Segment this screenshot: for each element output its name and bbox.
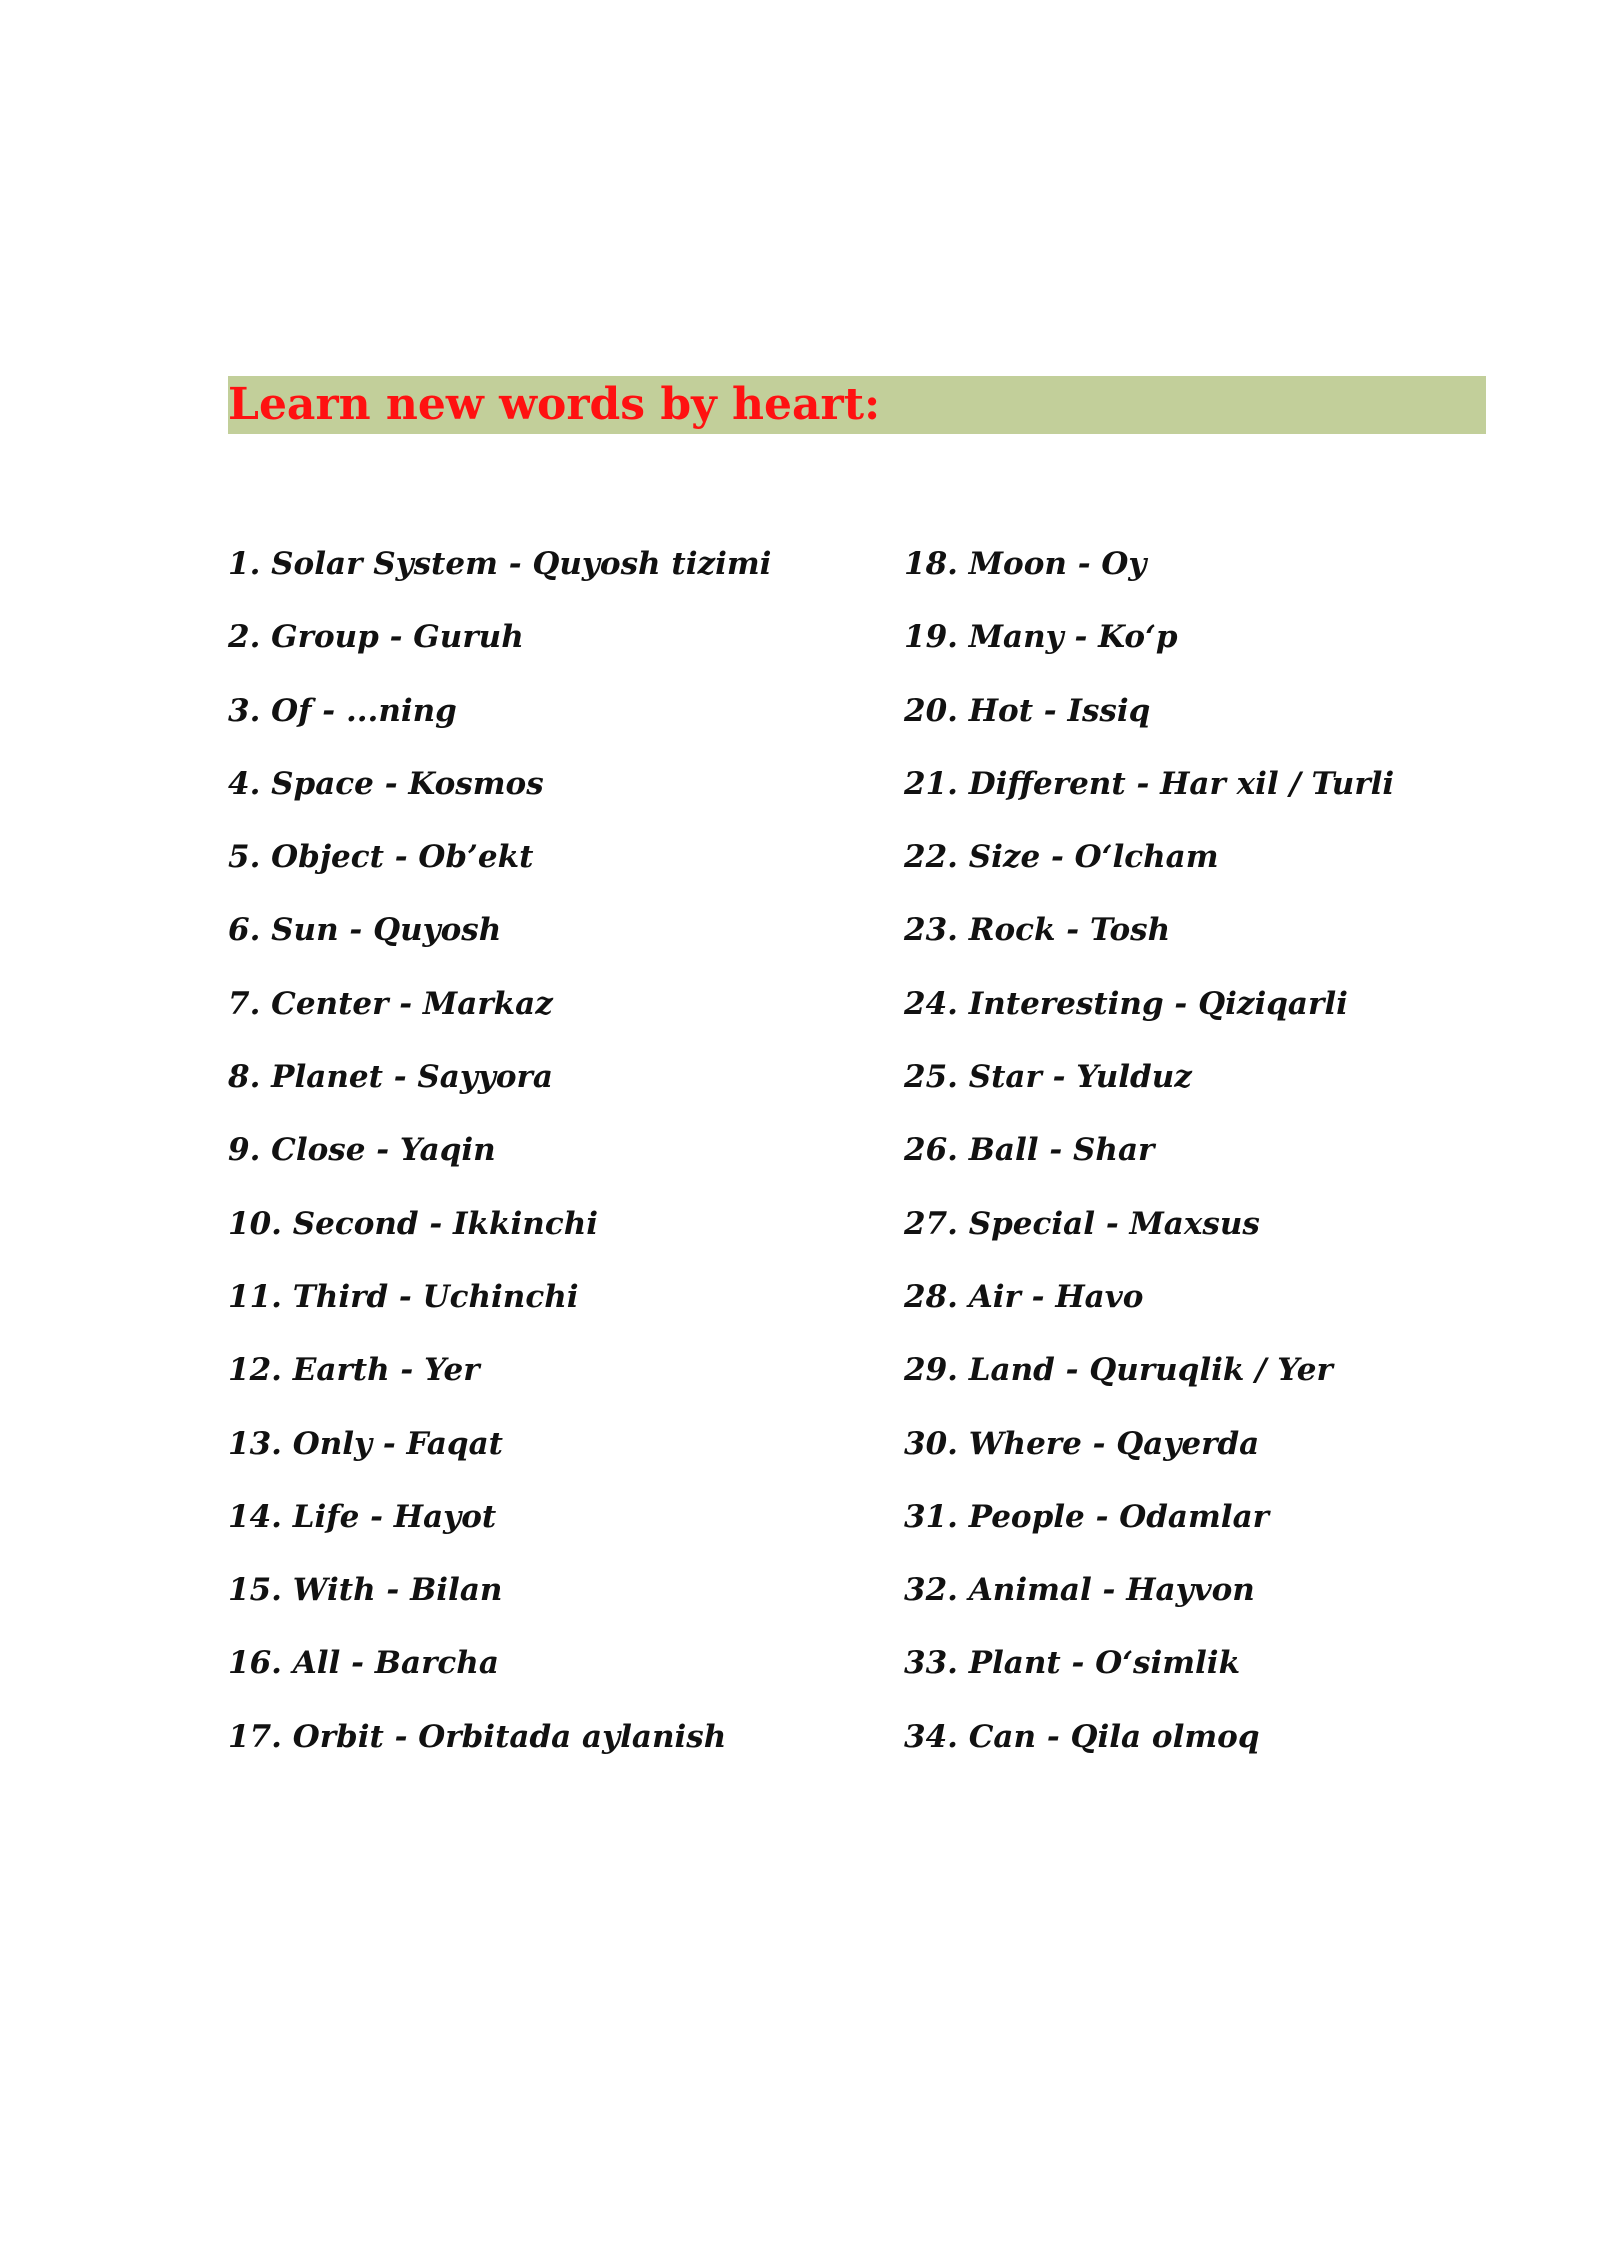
vocab-item: 22. Size - O‘lcham [904, 839, 1219, 876]
vocab-item: 4. Space - Kosmos [228, 765, 544, 802]
vocab-item: 30. Where - Qayerda [904, 1425, 1260, 1462]
vocab-item: 6. Sun - Quyosh [228, 912, 502, 949]
page-title: Learn new words by heart: [228, 379, 881, 430]
vocab-item: 2. Group - Guruh [228, 619, 524, 656]
vocab-item: 9. Close - Yaqin [228, 1132, 496, 1169]
vocab-item: 24. Interesting - Qiziqarli [904, 985, 1348, 1022]
vocab-item: 3. Of - ...ning [228, 692, 457, 729]
vocab-item: 27. Special - Maxsus [904, 1205, 1260, 1242]
vocab-item: 15. With - Bilan [228, 1572, 503, 1609]
vocab-item: 25. Star - Yulduz [904, 1059, 1192, 1096]
vocab-item: 34. Can - Qila olmoq [904, 1718, 1260, 1755]
heading-bar [228, 376, 1486, 434]
vocab-item: 19. Many - Ko‘p [904, 619, 1178, 656]
vocabulary-list-right [904, 538, 1394, 1784]
vocab-item: 32. Animal - Hayvon [904, 1572, 1255, 1609]
vocab-item: 7. Center - Markaz [228, 985, 553, 1022]
vocab-item: 13. Only - Faqat [228, 1425, 503, 1462]
vocab-item: 21. Different - Har xil / Turli [904, 765, 1395, 802]
vocab-item: 29. Land - Quruqlik / Yer [904, 1352, 1333, 1389]
vocab-item: 5. Object - Ob’ekt [228, 839, 534, 876]
vocab-item: 33. Plant - O‘simlik [904, 1645, 1241, 1682]
vocab-item: 20. Hot - Issiq [904, 692, 1151, 729]
vocab-item: 10. Second - Ikkinchi [228, 1205, 599, 1242]
vocab-item: 31. People - Odamlar [904, 1498, 1269, 1535]
vocab-item: 1. Solar System - Quyosh tizimi [228, 546, 772, 582]
vocab-item: 26. Ball - Shar [904, 1132, 1155, 1169]
vocab-item: 12. Earth - Yer [228, 1352, 480, 1389]
vocab-item: 23. Rock - Tosh [904, 912, 1171, 949]
vocab-item: 14. Life - Hayot [228, 1498, 497, 1535]
vocab-item: 8. Planet - Sayyora [228, 1059, 553, 1096]
vocabulary-list-left [228, 538, 771, 1784]
vocab-item: 16. All - Barcha [228, 1645, 499, 1682]
vocab-item: 28. Air - Havo [904, 1278, 1144, 1315]
vocab-item: 17. Orbit - Orbitada aylanish [228, 1718, 727, 1755]
vocab-item: 11. Third - Uchinchi [228, 1278, 579, 1315]
vocab-item: 18. Moon - Oy [904, 546, 1147, 582]
